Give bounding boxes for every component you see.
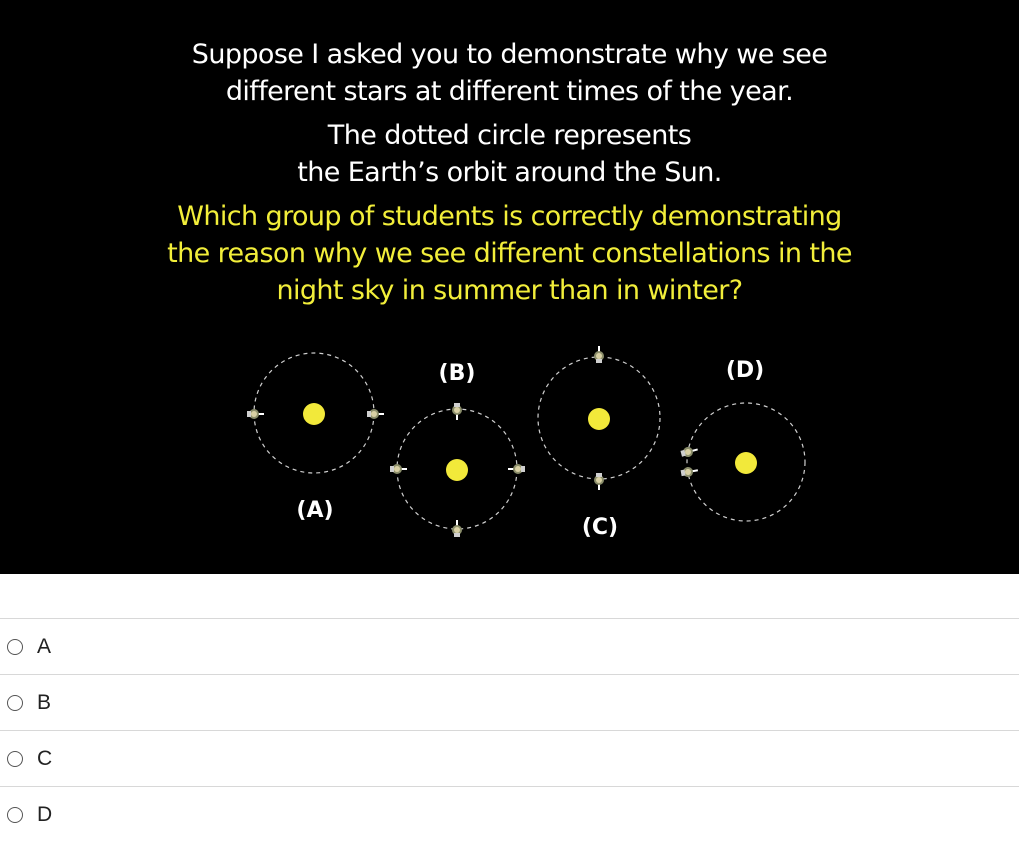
student-d-lower xyxy=(680,465,698,478)
student-b-left xyxy=(390,464,407,474)
option-d-label: D xyxy=(37,802,53,826)
label-d: (D) xyxy=(725,358,765,383)
option-d[interactable] xyxy=(0,786,1019,842)
option-b[interactable] xyxy=(0,674,1019,730)
option-a-label: A xyxy=(37,634,52,658)
option-c[interactable] xyxy=(0,730,1019,786)
radio-button-c[interactable] xyxy=(7,751,23,767)
sun-d xyxy=(735,452,757,474)
diagram-a xyxy=(247,353,384,523)
student-b-top xyxy=(452,403,462,420)
student-c-bottom xyxy=(594,473,604,490)
option-c-label: C xyxy=(37,746,53,770)
question-line-1: Suppose I asked you to demonstrate why we see xyxy=(191,39,828,70)
diagram-b xyxy=(390,361,525,537)
question-line-7: night sky in summer than in winter? xyxy=(276,275,743,306)
label-c: (C) xyxy=(581,515,619,540)
question-line-5: Which group of students is correctly demonstrating xyxy=(177,201,842,232)
question-text xyxy=(0,36,1019,309)
option-a[interactable] xyxy=(0,618,1019,674)
sun-b xyxy=(446,459,468,481)
question-line-3: The dotted circle represents xyxy=(327,120,692,151)
radio-button-d[interactable] xyxy=(7,807,23,823)
diagram-d xyxy=(680,358,805,521)
diagram-c xyxy=(538,346,660,540)
student-b-right xyxy=(508,464,525,474)
radio-button-b[interactable] xyxy=(7,695,23,711)
orbit-diagram xyxy=(0,320,1019,574)
radio-button-a[interactable] xyxy=(7,639,23,655)
question-line-2: different stars at different times of the year. xyxy=(225,76,794,107)
answer-options xyxy=(0,618,1019,842)
sun-c xyxy=(588,408,610,430)
question-line-6: the reason why we see different constellations in the xyxy=(167,238,852,269)
student-a-left xyxy=(247,409,264,419)
option-b-label: B xyxy=(37,690,52,714)
student-b-bottom xyxy=(452,520,462,537)
label-a: (A) xyxy=(296,498,334,523)
student-a-right xyxy=(367,409,384,419)
sun-a xyxy=(303,403,325,425)
question-line-4: the Earth’s orbit around the Sun. xyxy=(297,157,722,188)
question-intro xyxy=(0,36,1019,110)
question-prompt xyxy=(0,198,1019,309)
question-orbit-note xyxy=(0,117,1019,191)
student-c-top xyxy=(594,346,604,363)
label-b: (B) xyxy=(438,361,476,386)
